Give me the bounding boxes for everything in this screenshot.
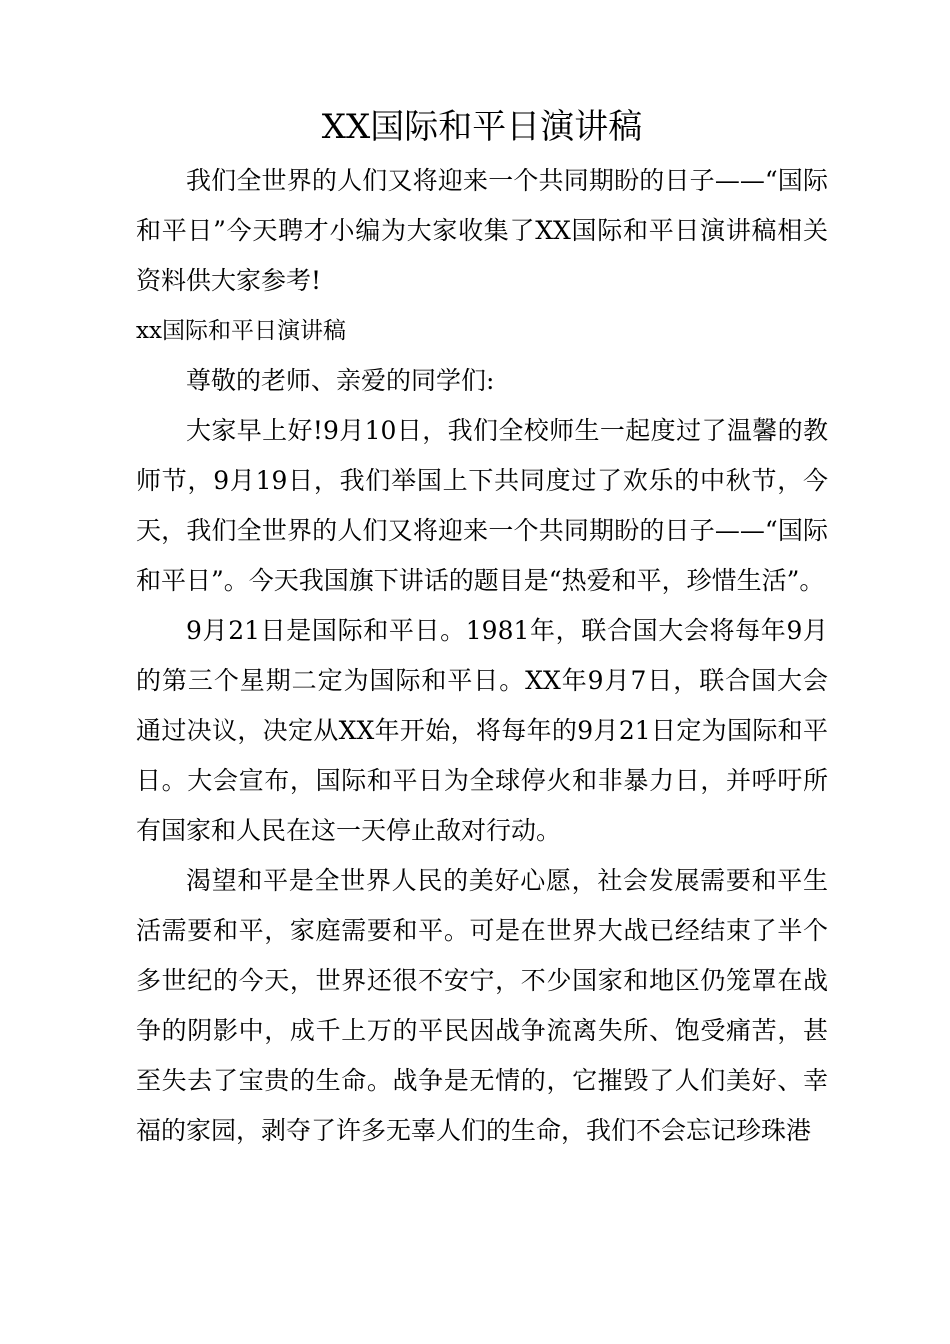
salutation: 尊敬的老师、亲爱的同学们:	[186, 366, 495, 395]
intro-paragraph: 我们全世界的人们又将迎来一个共同期盼的日子——“国际和平日”今天聘才小编为大家收集了XX国际和平日演讲稿相关资料供大家参考!	[136, 166, 828, 295]
body-paragraph-2: 9月21日是国际和平日。1981年，联合国大会将每年9月的第三个星期二定为国际和平日。XX年9月7日，联合国大会通过决议，决定从XX年开始，将每年的9月21日定为国际和平日。大会宣布，国际和平日为全球停火和非暴力日，并呼吁所有国家和人民在这一天停止敌对行动。	[136, 616, 828, 845]
body-paragraph-1: 大家早上好!9月10日，我们全校师生一起度过了温馨的教师节，9月19日，我们举国上下共同度过了欢乐的中秋节，今天，我们全世界的人们又将迎来一个共同期盼的日子——“国际和平日”。今天我国旗下讲话的题目是“热爱和平，珍惜生活”。	[136, 416, 828, 595]
section-heading: xx国际和平日演讲稿	[136, 318, 346, 344]
document-body	[136, 98, 828, 1156]
document-title: XX国际和平日演讲稿	[321, 107, 643, 147]
body-paragraph-3: 渴望和平是全世界人民的美好心愿，社会发展需要和平生活需要和平，家庭需要和平。可是在世界大战已经结束了半个多世纪的今天，世界还很不安宁，不少国家和地区仍笼罩在战争的阴影中，成千上万的平民因战争流离失所、饱受痛苦，甚至失去了宝贵的生命。战争是无情的，它摧毁了人们美好、幸福的家园，剥夺了许多无辜人们的生命，我们不会忘记珍珠港	[136, 866, 828, 1145]
